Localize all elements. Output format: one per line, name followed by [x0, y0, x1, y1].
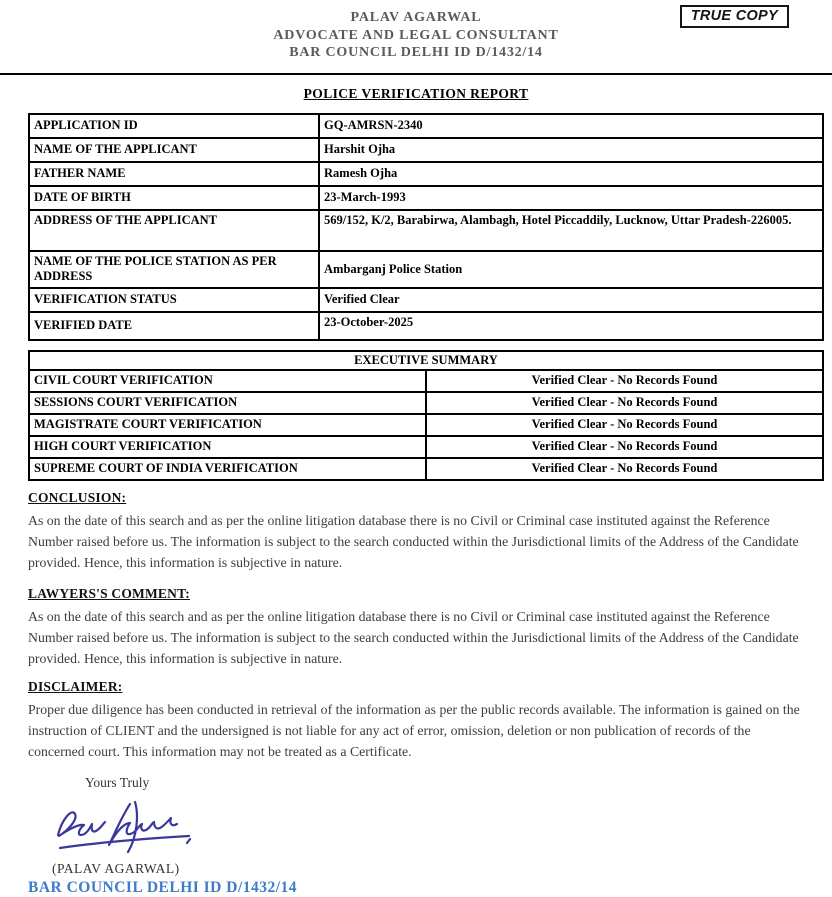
table-row	[29, 458, 823, 480]
header-divider	[0, 73, 832, 75]
conclusion-heading: CONCLUSION:	[28, 489, 127, 505]
row-value: Ramesh Ojha	[319, 162, 823, 186]
table-row	[29, 251, 823, 288]
row-value: GQ-AMRSN-2340	[319, 114, 823, 138]
row-value: 23-October-2025	[319, 312, 823, 340]
letterhead-name: PALAV AGARWAL	[350, 10, 482, 25]
row-label: HIGH COURT VERIFICATION	[29, 436, 426, 458]
lawyers-comment-section	[28, 586, 804, 669]
executive-summary-table	[28, 350, 824, 481]
executive-summary-heading: EXECUTIVE SUMMARY	[29, 351, 823, 370]
table-row	[29, 138, 823, 162]
lawyers-comment-text: As on the date of this search and as per the online litigation database there is no Civil or Criminal case instituted against the Reference Number raised before us. The information is subject to the search conducted within the Jurisdictional limits of the Address of the Candidate provided. Hence, this information is subjective in nature.	[28, 608, 799, 666]
disclaimer-section	[28, 679, 804, 762]
row-label: SESSIONS COURT VERIFICATION	[29, 392, 426, 414]
table-row	[29, 436, 823, 458]
disclaimer-text: Proper due diligence has been conducted in retrieval of the information as per the public records available. The information is gained on the instruction of CLIENT and the undersigned is not liable for any act of error, omission, deletion or non publication of records of the concerned court. This information may not be treated as a Certificate.	[28, 701, 800, 759]
true-copy-stamp	[680, 5, 789, 28]
table-row	[29, 392, 823, 414]
disclaimer-heading: DISCLAIMER:	[28, 678, 123, 694]
row-label: DATE OF BIRTH	[29, 186, 319, 210]
signature-image	[48, 795, 208, 859]
page-title: POLICE VERIFICATION REPORT	[303, 85, 529, 101]
row-label: APPLICATION ID	[29, 114, 319, 138]
table-row	[29, 370, 823, 392]
row-label: VERIFIED DATE	[29, 312, 319, 340]
row-value: Harshit Ojha	[319, 138, 823, 162]
conclusion-text: As on the date of this search and as per the online litigation database there is no Civil or Criminal case instituted against the Reference Number raised before us. The information is subject to the search conducted within the Jurisdictional limits of the Address of the Candidate provided. Hence, this information is subjective in nature.	[28, 512, 799, 570]
table-row	[29, 186, 823, 210]
row-value: Verified Clear - No Records Found	[426, 458, 823, 480]
bar-council-id: BAR COUNCIL DELHI ID D/1432/14	[28, 878, 298, 896]
row-value: Ambarganj Police Station	[319, 251, 823, 288]
row-label: FATHER NAME	[29, 162, 319, 186]
signature-block	[48, 795, 832, 859]
letterhead-designation: ADVOCATE AND LEGAL CONSULTANT	[273, 27, 559, 43]
row-value: Verified Clear - No Records Found	[426, 436, 823, 458]
row-label: NAME OF THE POLICE STATION AS PER ADDRESS	[29, 251, 319, 288]
table-row	[29, 162, 823, 186]
table-row	[29, 210, 823, 251]
row-label: MAGISTRATE COURT VERIFICATION	[29, 414, 426, 436]
true-copy-stamp-label: TRUE COPY	[690, 8, 778, 24]
row-value: 569/152, K/2, Barabirwa, Alambagh, Hotel Piccaddily, Lucknow, Uttar Pradesh-226005.	[319, 210, 823, 251]
row-label: VERIFICATION STATUS	[29, 288, 319, 312]
signatory-name: (PALAV AGARWAL)	[52, 860, 180, 876]
row-value: Verified Clear - No Records Found	[426, 370, 823, 392]
conclusion-section	[28, 490, 804, 573]
table-row	[29, 312, 823, 340]
row-label: SUPREME COURT OF INDIA VERIFICATION	[29, 458, 426, 480]
row-value: 23-March-1993	[319, 186, 823, 210]
row-label: ADDRESS OF THE APPLICANT	[29, 210, 319, 251]
row-value: Verified Clear - No Records Found	[426, 414, 823, 436]
closing-text: Yours Truly	[85, 774, 150, 790]
row-value: Verified Clear - No Records Found	[426, 392, 823, 414]
applicant-details-table	[28, 113, 824, 341]
table-header-row	[29, 351, 823, 370]
lawyers-comment-heading: LAWYERS'S COMMENT:	[28, 585, 190, 601]
table-row	[29, 288, 823, 312]
row-label: CIVIL COURT VERIFICATION	[29, 370, 426, 392]
row-value: Verified Clear	[319, 288, 823, 312]
table-row	[29, 414, 823, 436]
table-row	[29, 114, 823, 138]
letterhead-bar-id: BAR COUNCIL DELHI ID D/1432/14	[289, 45, 543, 60]
row-label: NAME OF THE APPLICANT	[29, 138, 319, 162]
